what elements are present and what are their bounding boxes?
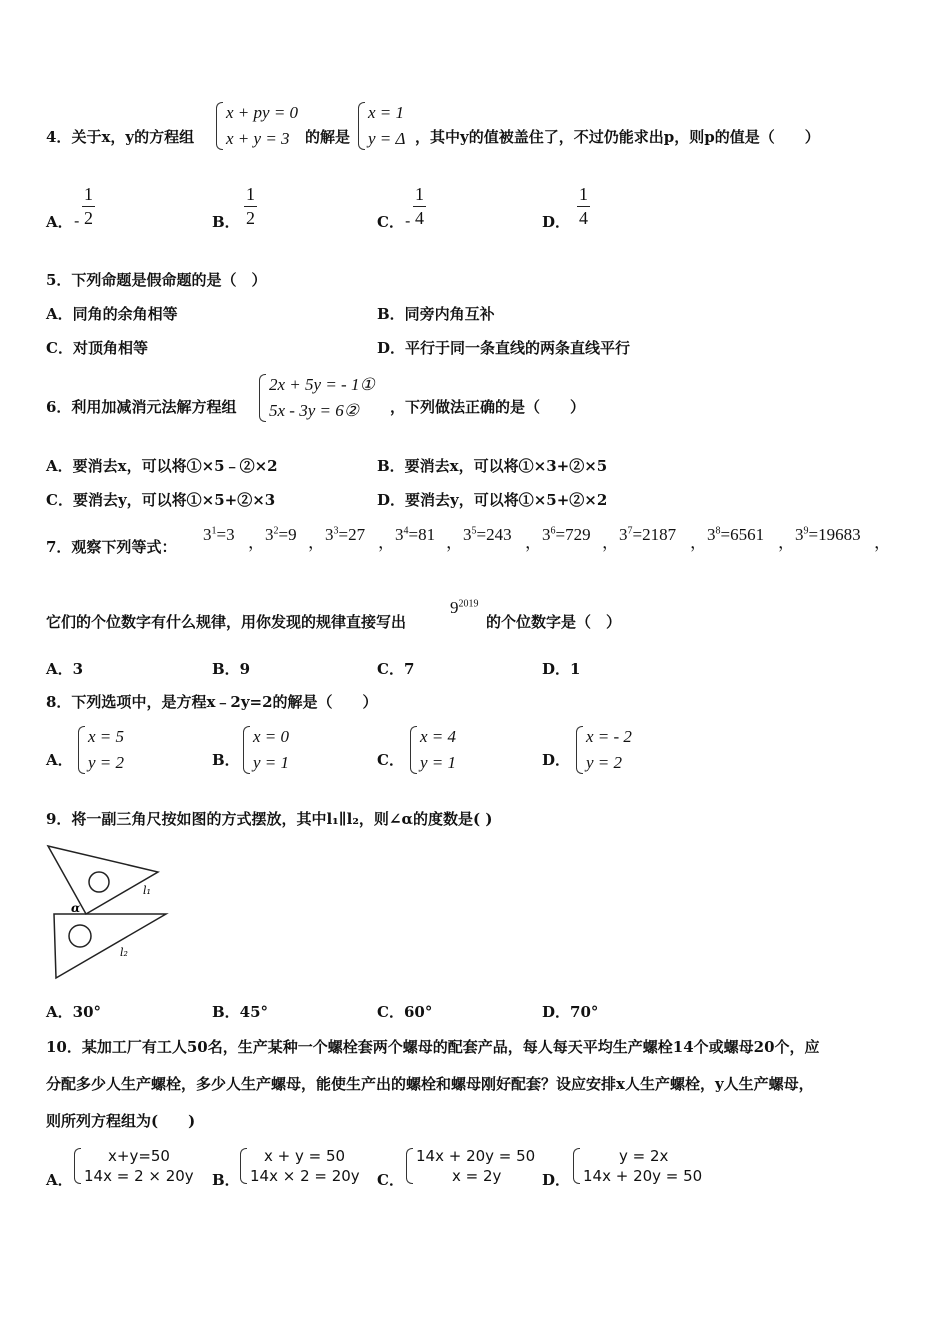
q7-power-2 xyxy=(265,525,297,545)
q7-power-7-base: 3 xyxy=(619,525,628,544)
q4-option-d-label: D． xyxy=(542,213,571,231)
q8-option-a-eq2: y = 2 xyxy=(88,753,125,772)
q4-sys2-eq1: x = 1 xyxy=(368,103,405,122)
q6-sys-eq2: 5x - 3y = 6② xyxy=(269,401,359,420)
q6-option-c: C．要消去y，可以将①×5+②×3 xyxy=(46,491,276,509)
q7-power-3-base: 3 xyxy=(325,525,334,544)
q7-sep-6: ， xyxy=(602,533,619,552)
q4-system-1 xyxy=(216,100,298,152)
q4-sys1-eq1: x + py = 0 xyxy=(226,103,299,122)
q8-option-c-eq1: x = 4 xyxy=(420,727,457,746)
q7-option-d: D．1 xyxy=(542,660,581,678)
q5-stem: 5．下列命题是假命题的是（ ） xyxy=(46,271,267,289)
q4-option-a-label: A． xyxy=(46,213,73,231)
q4-sys1-eq2: x + y = 3 xyxy=(226,129,290,148)
q4-sys2-eq2: y = Δ xyxy=(368,129,406,148)
q10-option-b-system xyxy=(240,1146,360,1186)
q10-option-a-eq2: 14x = 2 × 20y xyxy=(84,1167,194,1185)
q9-figure xyxy=(44,842,174,982)
q6-text-post: ，下列做法正确的是（ ） xyxy=(390,398,586,416)
q7-power-4-val: =81 xyxy=(408,525,436,544)
q7-option-c: C．7 xyxy=(377,660,415,678)
q7-power-1 xyxy=(203,525,235,545)
q5-option-c: C．对顶角相等 xyxy=(46,339,148,357)
q4-option-b-den: 2 xyxy=(246,208,255,228)
q7-expression-base: 9 xyxy=(450,598,459,617)
q8-option-a-system xyxy=(78,724,124,776)
q10-line-1: 10．某加工厂有工人50名，生产某种一个螺栓套两个螺母的配套产品，每人每天平均生产螺栓14个或螺母20个，应 xyxy=(46,1038,820,1056)
q4-option-a-fraction xyxy=(82,184,95,229)
q7-power-4-exp: 4 xyxy=(403,525,409,537)
q10-option-d-eq1: y = 2x xyxy=(619,1147,669,1165)
q8-option-b-system xyxy=(243,724,289,776)
q4-text-post: ，其中y的值被盖住了，不过仍能求出p，则p的值是（ ） xyxy=(415,128,820,146)
q7-power-5-base: 3 xyxy=(463,525,472,544)
q8-option-b-eq2: y = 1 xyxy=(253,753,290,772)
q4-option-c-fraction xyxy=(413,184,426,229)
q4-option-c-sign: - xyxy=(405,211,411,230)
q8-option-b-eq1: x = 0 xyxy=(253,727,290,746)
q7-power-1-exp: 1 xyxy=(211,525,217,537)
q5-option-a: A．同角的余角相等 xyxy=(46,305,178,323)
q7-power-7-val: =2187 xyxy=(632,525,677,544)
q10-line-2: 分配多少人生产螺栓，多少人生产螺母，能使生产出的螺栓和螺母刚好配套？设应安排x人生产螺栓，y人生产螺母， xyxy=(46,1075,814,1093)
q4-option-b-fraction xyxy=(244,184,257,229)
q10-option-d-eq2: 14x + 20y = 50 xyxy=(583,1167,703,1185)
q4-stem xyxy=(46,127,194,147)
q4-option-c-label: C． xyxy=(377,213,404,231)
q9-stem: 9．将一副三角尺按如图的方式摆放，其中l₁∥l₂，则∠α的度数是( ) xyxy=(46,810,493,828)
q4-option-d-den: 4 xyxy=(579,208,588,228)
q8-option-d-label: D． xyxy=(542,751,571,769)
q10-option-a-label: A． xyxy=(46,1171,73,1189)
q6-option-d: D．要消去y，可以将①×5+②×2 xyxy=(377,491,608,509)
q10-option-c-label: C． xyxy=(377,1171,404,1189)
q7-sep-3: ， xyxy=(378,533,395,552)
q7-power-4 xyxy=(395,525,435,545)
q6-stem: 6．利用加减消元法解方程组 xyxy=(46,398,237,416)
q6-sys-eq1: 2x + 5y = - 1① xyxy=(269,375,375,394)
q10-option-c-eq1: 14x + 20y = 50 xyxy=(416,1147,536,1165)
q7-option-b: B．9 xyxy=(212,660,251,678)
q7-power-8 xyxy=(707,525,764,545)
q7-power-7 xyxy=(619,525,676,545)
q8-stem: 8．下列选项中，是方程x﹣2y=2的解是（ ） xyxy=(46,693,378,711)
q9-upper-triangle-hole xyxy=(89,872,109,892)
q9-alpha-label: α xyxy=(71,901,81,915)
q8-option-d-eq1: x = - 2 xyxy=(586,727,632,746)
q8-option-a-label: A． xyxy=(46,751,73,769)
q10-line-3: 则所列方程组为( ) xyxy=(46,1112,196,1130)
q7-sep-7: ， xyxy=(690,533,707,552)
q9-option-a: A．30° xyxy=(46,1003,102,1021)
q4-text-mid: 的解是 xyxy=(305,128,351,146)
q7-power-6-exp: 6 xyxy=(550,525,556,537)
q7-expression-exp: 2019 xyxy=(458,598,479,610)
q4-system-2 xyxy=(358,100,406,152)
q7-power-9-exp: 9 xyxy=(803,525,809,537)
q4-option-d-num: 1 xyxy=(579,184,588,204)
q7-sep-8: ， xyxy=(778,533,795,552)
q7-power-8-exp: 8 xyxy=(715,525,721,537)
q6-option-b: B．要消去x，可以将①×3+②×5 xyxy=(377,457,608,475)
q10-option-a-eq1: x+y=50 xyxy=(108,1147,170,1165)
q7-stem: 7．观察下列等式： xyxy=(46,538,177,556)
q10-option-c-eq2: x = 2y xyxy=(452,1167,502,1185)
q7-power-8-base: 3 xyxy=(707,525,716,544)
q4-option-c-num: 1 xyxy=(415,184,424,204)
q7-sep-1: ， xyxy=(248,533,265,552)
q9-option-c: C．60° xyxy=(377,1003,433,1021)
q8-option-c-label: C． xyxy=(377,751,404,769)
q7-option-a: A．3 xyxy=(46,660,84,678)
q7-power-6-val: =729 xyxy=(555,525,591,544)
q10-option-b-label: B． xyxy=(212,1171,240,1189)
q8-option-b-label: B． xyxy=(212,751,240,769)
q7-power-5-val: =243 xyxy=(476,525,512,544)
q4-text-pre: 关于x，y的方程组 xyxy=(71,128,195,146)
q7-power-2-exp: 2 xyxy=(273,525,279,537)
q4-number: 4． xyxy=(46,128,72,146)
q9-option-b: B．45° xyxy=(212,1003,269,1021)
q7-expression xyxy=(450,598,479,618)
q4-option-d-fraction xyxy=(577,184,590,229)
q7-line2-post: 的个位数字是（ ） xyxy=(486,613,622,631)
q7-power-9-val: =19683 xyxy=(808,525,861,544)
q7-power-3 xyxy=(325,525,365,545)
q7-power-3-val: =27 xyxy=(338,525,366,544)
q9-option-d: D．70° xyxy=(542,1003,599,1021)
q7-power-3-exp: 3 xyxy=(333,525,339,537)
q10-option-a-system xyxy=(74,1146,194,1186)
q4-option-c-den: 4 xyxy=(415,208,424,228)
q5-option-d: D．平行于同一条直线的两条直线平行 xyxy=(377,339,631,357)
q7-power-7-exp: 7 xyxy=(627,525,633,537)
q9-upper-triangle xyxy=(48,846,158,914)
q8-option-d-system xyxy=(576,724,632,776)
q10-option-c-system xyxy=(406,1146,535,1186)
q7-sep-9: ， xyxy=(874,533,891,552)
q8-option-c-eq2: y = 1 xyxy=(420,753,457,772)
q7-power-6-base: 3 xyxy=(542,525,551,544)
q7-power-5-exp: 5 xyxy=(471,525,477,537)
q6-system xyxy=(259,372,375,424)
q10-option-b-eq2: 14x × 2 = 20y xyxy=(250,1167,360,1185)
q4-option-a-num: 1 xyxy=(84,184,93,204)
q9-lower-triangle-hole xyxy=(69,925,91,947)
q5-option-b: B．同旁内角互补 xyxy=(377,305,495,323)
q7-power-9-base: 3 xyxy=(795,525,804,544)
q4-option-a-sign: - xyxy=(74,211,80,230)
q9-lower-triangle xyxy=(54,914,166,978)
q7-sep-4: ， xyxy=(446,533,463,552)
q8-option-d-eq2: y = 2 xyxy=(586,753,623,772)
q7-power-9 xyxy=(795,525,861,545)
q7-power-5 xyxy=(463,525,512,545)
q9-l1-label: l₁ xyxy=(143,884,151,897)
q8-option-c-system xyxy=(410,724,456,776)
q7-power-1-base: 3 xyxy=(203,525,212,544)
q7-power-1-val: =3 xyxy=(216,525,235,544)
q7-line2: 它们的个位数字有什么规律，用你发现的规律直接写出 xyxy=(46,613,407,631)
q7-power-2-base: 3 xyxy=(265,525,274,544)
q7-power-4-base: 3 xyxy=(395,525,404,544)
q6-option-a: A．要消去x，可以将①×5﹣②×2 xyxy=(46,457,278,475)
q4-option-a-den: 2 xyxy=(84,208,93,228)
q7-sep-2: ， xyxy=(308,533,325,552)
q10-option-b-eq1: x + y = 50 xyxy=(264,1147,346,1165)
q10-option-d-label: D． xyxy=(542,1171,571,1189)
q7-power-6 xyxy=(542,525,591,545)
q7-power-2-val: =9 xyxy=(278,525,297,544)
q10-option-d-system xyxy=(573,1146,702,1186)
q7-sep-5: ， xyxy=(525,533,542,552)
q4-option-b-label: B． xyxy=(212,213,240,231)
q4-option-b-num: 1 xyxy=(246,184,255,204)
q8-option-a-eq1: x = 5 xyxy=(88,727,125,746)
q9-l2-label: l₂ xyxy=(120,946,128,959)
q7-power-8-val: =6561 xyxy=(720,525,765,544)
